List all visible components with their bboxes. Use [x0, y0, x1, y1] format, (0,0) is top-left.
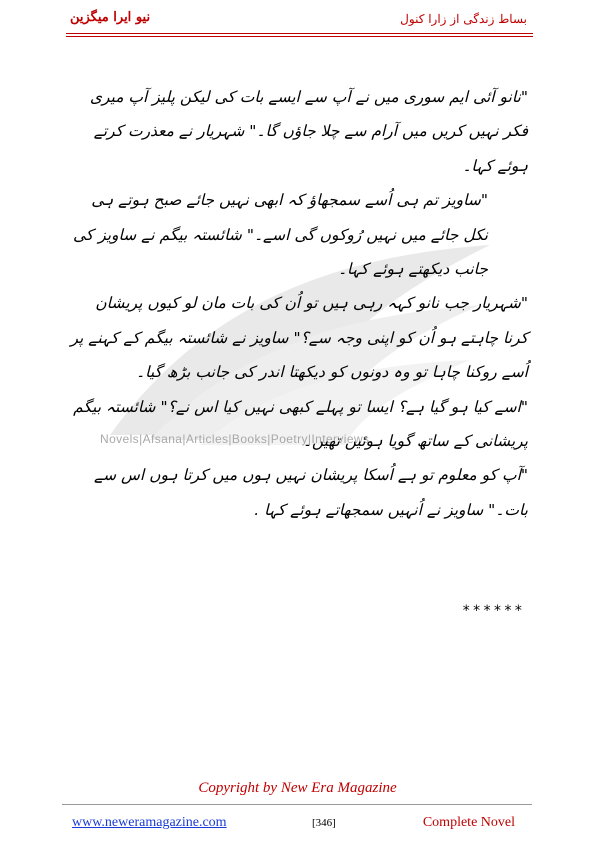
scene-separator: ******	[462, 603, 525, 619]
copyright-notice: Copyright by New Era Magazine	[198, 780, 397, 796]
paragraph: "نانو آئی ایم سوری میں نے آپ سے ایسے بات کی لیکن پلیز آپ میری فکر نہیں کریں میں آرام سے چلا جاؤں گا۔" شہریار نے معذرت کرتے ہوئے کہا۔	[89, 88, 528, 175]
story-body	[66, 80, 528, 527]
header-rule-top	[66, 33, 533, 34]
paragraph: "ساویز تم ہی اُسے سمجھاؤ کہ ابھی نہیں جائے صبح ہوتے ہی نکل جائے میں نہیں رُوکوں گی اسے۔" شائستہ بیگم نے ساویز کی جانب دیکھتے ہوئے کہا۔	[72, 191, 488, 279]
website-link[interactable]: www.neweramagazine.com	[72, 815, 227, 830]
page-number: [346]	[312, 817, 336, 829]
magazine-name: نیو ایرا میگزین	[70, 10, 151, 25]
watermark-tagline: Novels|Afsana|Articles|Books|Poetry|Interviews	[100, 432, 370, 446]
header-rule-bottom	[66, 36, 533, 37]
footer-label: Complete Novel	[422, 815, 515, 830]
paragraph: "اسے کیا ہو گیا ہے؟ ایسا تو پہلے کبھی نہیں کیا اس نے؟" شائستہ بیگم پریشانی کے ساتھ گویا ہوئیں تھیں۔	[73, 397, 528, 451]
story-title: بساط زندگی از زارا کنول	[400, 12, 527, 26]
paragraph: "آپ کو معلوم تو ہے اُسکا پریشان نہیں ہوں میں کرتا ہوں اس سے بات۔" ساویز نے اُنہیں سمجھاتے ہوئے کہا .	[93, 466, 528, 519]
paragraph: "شہریار جب نانو کہہ رہی ہیں تو اُن کی بات مان لو کیوں پریشان کرنا چاہتے ہو اُن کو اپنی وجہ سے؟" ساویز نے شائستہ بیگم کے کہنے پر اُسے روکنا چاہا تو وہ دونوں کو دیکھتا اندر کی جانب بڑھ گیا۔	[70, 294, 528, 382]
footer-rule	[62, 804, 532, 805]
